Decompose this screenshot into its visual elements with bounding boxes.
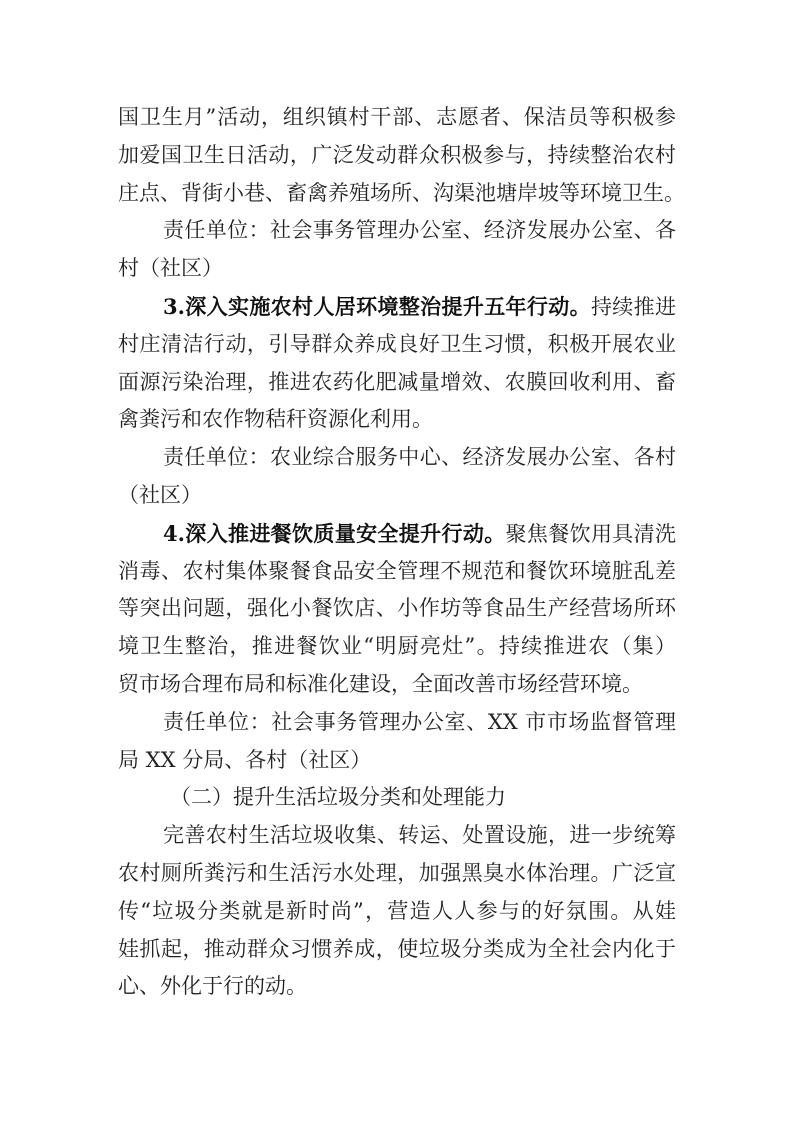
paragraph-waste-sorting — [118, 817, 676, 1006]
section-heading: （二）提升生活垃圾分类和处理能力 — [170, 785, 506, 810]
text-span: 持续推进 — [590, 294, 677, 319]
text-line: 责任单位：农业综合服务中心、经济发展办公室、各村 — [163, 445, 676, 470]
text-line: 局 XX 分局、各村（社区） — [118, 747, 372, 772]
text-line: 庄点、背街小巷、畜禽养殖场所、沟渠池塘岸坡等环境卫生。 — [118, 180, 685, 205]
item-3-heading: 3.深入实施农村人居环境整治提升五年行动。 — [163, 293, 591, 319]
responsible-units-3 — [118, 439, 676, 515]
item-4-heading: 4.深入推进餐饮质量安全提升行动。 — [163, 520, 506, 546]
text-line: 加爱国卫生日活动，广泛发动群众积极参与，持续整治农村 — [118, 142, 676, 167]
text-line: 传“垃圾分类就是新时尚”，营造人人参与的好氛围。从娃 — [118, 898, 676, 923]
text-line: 等突出问题，强化小餐饮店、小作坊等食品生产经营场所环 — [118, 596, 676, 621]
text-line — [118, 288, 676, 326]
text-line: （社区） — [118, 482, 202, 507]
text-line: 村（社区） — [118, 256, 223, 281]
document-page — [118, 99, 685, 1006]
text-line: 心、外化于行的动。 — [118, 974, 307, 999]
text-line: 贸市场合理布局和标准化建设，全面改善市场经营环境。 — [118, 671, 643, 696]
text-line: 消毒、农村集体聚餐食品安全管理不规范和餐饮环境脏乱差 — [118, 558, 676, 583]
text-line: 完善农村生活垃圾收集、转运、处置设施，进一步统筹 — [163, 823, 676, 848]
paragraph-sanitation-month — [118, 99, 685, 212]
text-line: 责任单位：社会事务管理办公室、XX 市市场监督管理 — [163, 709, 676, 734]
text-span: 聚焦餐饮用具清洗 — [505, 521, 677, 546]
text-line: 禽粪污和农作物秸秆资源化利用。 — [118, 407, 433, 432]
text-line: 责任单位：社会事务管理办公室、经济发展办公室、各 — [163, 218, 676, 243]
text-line: 国卫生月”活动，组织镇村干部、志愿者、保洁员等积极参 — [118, 105, 676, 129]
text-line: 农村厕所粪污和生活污水处理，加强黑臭水体治理。广泛宣 — [118, 860, 676, 885]
responsible-units-1 — [118, 212, 676, 288]
responsible-units-4 — [118, 704, 676, 780]
paragraph-item-3 — [118, 288, 676, 439]
paragraph-item-4 — [118, 515, 676, 704]
text-line: 面源污染治理，推进农药化肥减量增效、农膜回收利用、畜 — [118, 369, 676, 394]
text-line: 境卫生整治，推进餐饮业“明厨亮灶”。持续推进农（集） — [118, 634, 676, 659]
text-line: 娃抓起，推动群众习惯养成，使垃圾分类成为全社会内化于 — [118, 936, 676, 961]
text-line: 村庄清洁行动，引导群众养成良好卫生习惯，积极开展农业 — [118, 331, 676, 356]
text-line — [118, 515, 676, 553]
